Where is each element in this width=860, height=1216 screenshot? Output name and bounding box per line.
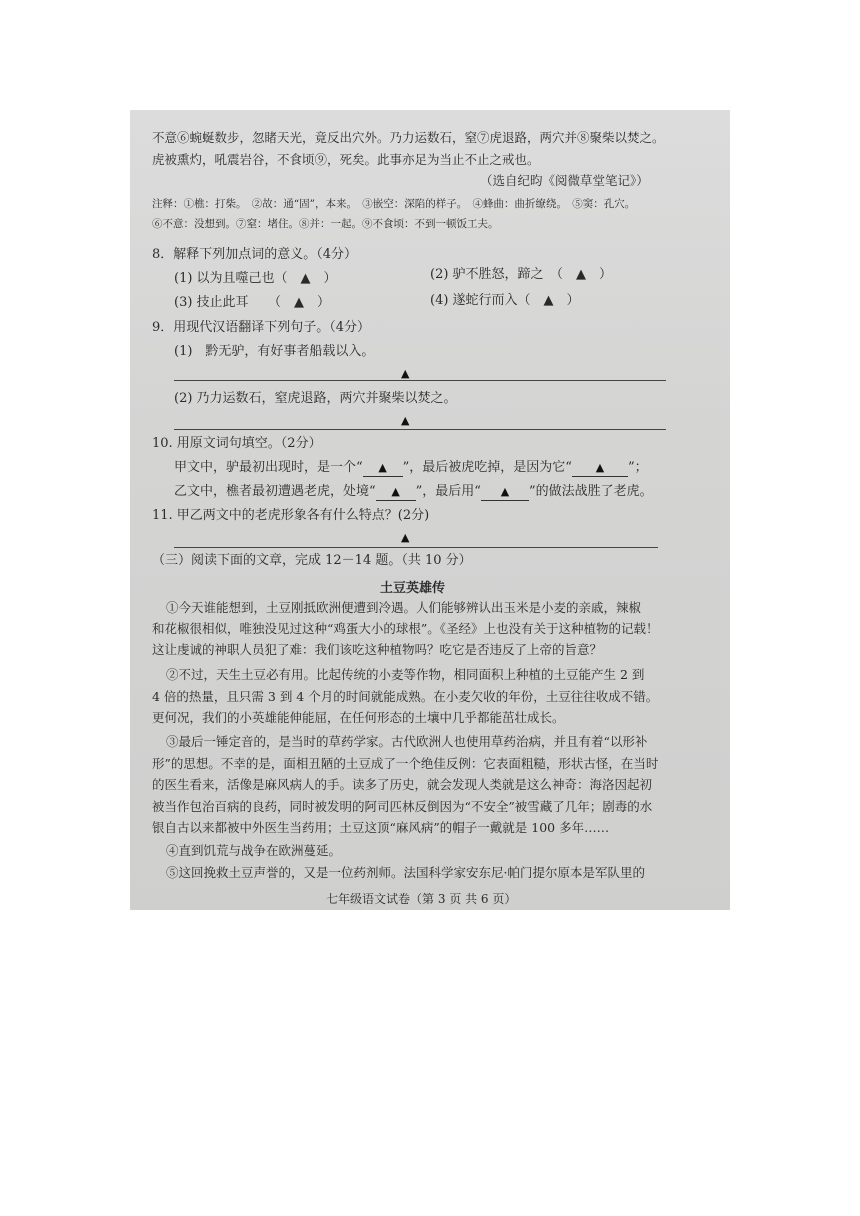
page-footer: 七年级语文试卷（第 3 页 共 6 页）: [326, 892, 517, 906]
passage-line: 虎被熏灼，吼震岩谷，不食顷⑨，死矣。此事亦足为当止不止之戒也。: [152, 152, 540, 167]
article-title: 土豆英雄传: [380, 581, 446, 596]
exam-page-photo: [130, 110, 730, 910]
article-line: 形”的思想。不幸的是，面相丑陋的土豆成了一个绝佳反例：它表面粗糙，形状古怪，在当时: [152, 756, 659, 771]
article-line: ⑤这回挽救土豆声誉的，又是一位药剂师。法国科学家安东尼·帕门提尔原本是军队里的: [166, 865, 645, 880]
article-line: 和花椒很相似，唯独没见过这种“鸡蛋大小的球根”。《圣经》上也没有关于这种植物的记载！: [152, 621, 659, 636]
answer-line: [174, 547, 658, 548]
notes-line: ⑥不意：没想到。⑦窒：堵住。⑧并：一起。⑨不食顷：不到一顿饭工夫。: [152, 218, 499, 230]
passage-source: （选自纪昀《阅微草堂笔记》）: [480, 173, 649, 188]
question-10-line: 甲文中，驴最初出现时，是一个“ ▲ ”，最后被虎吃掉，是因为它“ ▲ ”；: [174, 460, 648, 475]
question-9-sentence: (1) 黔无驴，有好事者船载以入。: [174, 344, 375, 359]
article-line: ①今天谁能想到，土豆刚抵欧洲便遭到冷遇。人们能够辨认出玉米是小麦的亲戚，辣椒: [166, 600, 642, 615]
article-line: 更何况，我们的小英雄能伸能屈，在任何形态的土壤中几乎都能茁壮成长。: [152, 710, 565, 725]
question-8-title: 8．解释下列加点词的意义。（4分）: [152, 247, 358, 262]
article-line: 被当作包治百病的良药，同时被发明的阿司匹林反倒因为“不安全”被雪藏了几年；剧毒的水: [152, 799, 653, 814]
answer-line: [174, 380, 666, 381]
answer-marker: ▲: [401, 531, 410, 544]
article-line: ④直到饥荒与战争在欧洲蔓延。: [166, 843, 342, 858]
question-11-title: 11. 甲乙两文中的老虎形象各有什么特点？(2分): [152, 508, 430, 523]
question-9-title: 9．用现代汉语翻译下列句子。（4分）: [152, 320, 371, 335]
article-line: 的医生看来，活像是麻风病人的手。读多了历史，就会发现人类就是这么神奇：海洛因起初: [152, 777, 653, 792]
answer-marker: ▲: [401, 414, 410, 427]
notes-line: 注释：①樵：打柴。 ②故：通“固”，本来。 ③嵌空：深陷的样子。 ④蜂曲：曲折缭绕。 ⑤窦：孔穴。: [152, 198, 636, 210]
question-8-item: (4) 遂蛇行而入（ ▲ ）: [430, 293, 580, 308]
article-line: 银自古以来都被中外医生当药用；土豆这顶“麻风病”的帽子一戴就是 100 多年……: [152, 820, 610, 835]
article-line: ②不过，天生土豆必有用。比起传统的小麦等作物，相同面积上种植的土豆能产生 2 到: [166, 667, 645, 682]
question-8-item: (3) 技止此耳 （ ▲ ）: [174, 295, 331, 310]
question-8-item: (1) 以为且噬己也（ ▲ ）: [174, 271, 337, 286]
article-line: ③最后一锤定音的，是当时的草药学家。古代欧洲人也使用草药治病，并且有着“以形补: [166, 734, 648, 749]
question-10-line: 乙文中，樵者最初遭遇老虎，处境“ ▲ ”，最后用“ ▲ ”的做法战胜了老虎。: [174, 484, 653, 499]
passage-line: 不意⑥蜿蜒数步，忽睹天光，竟反出穴外。乃力运数石，窒⑦虎退路，两穴并⑧聚柴以焚之。: [152, 130, 665, 145]
question-10-title: 10. 用原文词句填空。（2分）: [152, 436, 322, 451]
article-line: 4 倍的热量，且只需 3 到 4 个月的时间就能成熟。在小麦欠收的年份，土豆往往收成不错。: [152, 689, 659, 704]
article-line: 这让虔诚的神职人员犯了难：我们该吃这种植物吗？吃它是否违反了上帝的旨意？: [152, 642, 603, 657]
answer-marker: ▲: [401, 367, 410, 380]
question-9-sentence: (2) 乃力运数石，窒虎退路，两穴并聚柴以焚之。: [174, 391, 457, 406]
answer-line: [174, 429, 666, 430]
question-8-item: (2) 驴不胜怒，蹄之 （ ▲ ）: [430, 267, 613, 282]
section-3-heading: （三）阅读下面的文章，完成 12－14 题。（共 10 分）: [152, 553, 472, 568]
